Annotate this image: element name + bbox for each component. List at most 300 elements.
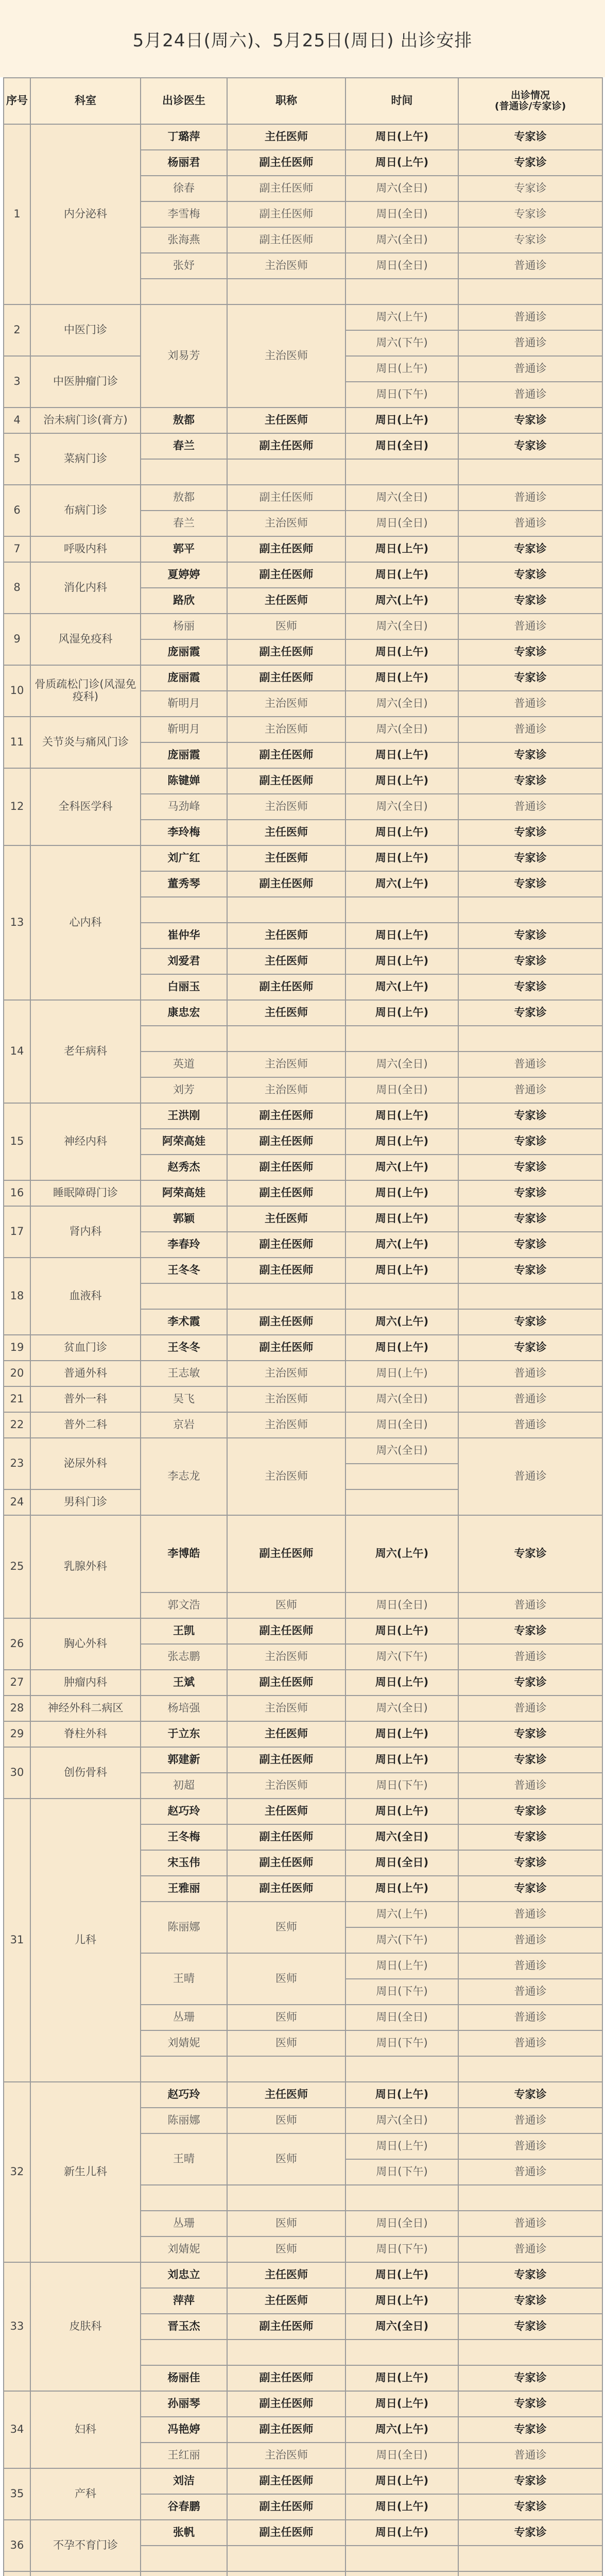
row-seq: 1 — [4, 124, 30, 304]
row-seq: 21 — [4, 1386, 30, 1412]
table-row — [4, 2391, 602, 2417]
row-rank: 副主任医师 — [227, 1670, 345, 1696]
row-type: 专家诊 — [458, 408, 602, 433]
row-rank — [227, 897, 345, 923]
row-time: 周日(上午) — [345, 1335, 458, 1361]
row-doctor: 张妤 — [141, 253, 227, 279]
row-doctor: 靳明月 — [141, 717, 227, 742]
row-doctor: 陈丽娜 — [141, 2108, 227, 2133]
row-time: 周日(全日) — [345, 253, 458, 279]
row-type: 普通诊 — [458, 2443, 602, 2468]
row-rank: 副主任医师 — [227, 1747, 345, 1773]
row-doctor: 王晴 — [141, 1953, 227, 2005]
row-time: 周日(下午) — [345, 382, 458, 408]
row-type: 普通诊 — [458, 1902, 602, 1927]
row-type: 专家诊 — [458, 1335, 602, 1361]
row-type: 专家诊 — [458, 124, 602, 150]
row-doctor: 庞丽霞 — [141, 665, 227, 691]
row-seq: 27 — [4, 1670, 30, 1696]
row-rank: 副主任医师 — [227, 1180, 345, 1206]
row-type: 专家诊 — [458, 1309, 602, 1335]
row-doctor: 李博皓 — [141, 1515, 227, 1592]
row-seq: 3 — [4, 356, 30, 408]
row-dept: 内分泌科 — [30, 124, 141, 304]
row-rank: 主任医师 — [227, 408, 345, 433]
row-rank: 主任医师 — [227, 1799, 345, 1824]
row-rank: 副主任医师 — [227, 1155, 345, 1180]
row-doctor: 春兰 — [141, 433, 227, 459]
row-time — [345, 2185, 458, 2211]
row-rank: 主任医师 — [227, 948, 345, 974]
row-rank: 医师 — [227, 1953, 345, 2005]
row-time: 周日(上午) — [345, 2468, 458, 2494]
row-time: 周日(上午) — [345, 1618, 458, 1644]
row-time: 周日(上午) — [345, 665, 458, 691]
row-rank: 副主任医师 — [227, 1876, 345, 1902]
row-time: 周日(上午) — [345, 2133, 458, 2159]
row-dept: 神经外科二病区 — [30, 1696, 141, 1721]
row-type: 专家诊 — [458, 201, 602, 227]
table-row — [4, 1000, 602, 1026]
row-time: 周日(上午) — [345, 356, 458, 382]
table-wrap — [3, 77, 602, 2576]
row-type: 普通诊 — [458, 485, 602, 511]
row-seq: 9 — [4, 614, 30, 665]
row-time: 周六(上午) — [345, 1155, 458, 1180]
table-row — [4, 2571, 602, 2576]
header-rank: 职称 — [227, 78, 345, 124]
row-dept: 血液科 — [30, 1258, 141, 1335]
row-time — [345, 279, 458, 304]
row-rank: 副主任医师 — [227, 1850, 345, 1876]
row-time: 周日(上午) — [345, 1876, 458, 1902]
row-dept: 普外一科 — [30, 1386, 141, 1412]
row-type: 专家诊 — [458, 2520, 602, 2546]
row-type: 专家诊 — [458, 1670, 602, 1696]
row-doctor: 王凯 — [141, 1618, 227, 1644]
row-time: 周日(上午) — [345, 1129, 458, 1155]
schedule-table — [3, 77, 603, 2576]
row-seq: 25 — [4, 1515, 30, 1618]
row-type: 普通诊 — [458, 2108, 602, 2133]
row-rank: 医师 — [227, 2211, 345, 2236]
row-time: 周日(上午) — [345, 1747, 458, 1773]
row-time: 周日(上午) — [345, 923, 458, 948]
row-rank: 主任医师 — [227, 588, 345, 614]
row-doctor — [141, 279, 227, 304]
row-type: 专家诊 — [458, 639, 602, 665]
row-type: 专家诊 — [458, 227, 602, 253]
row-doctor: 夏婷婷 — [141, 562, 227, 588]
row-doctor: 刘忠立 — [141, 2262, 227, 2288]
row-time — [345, 2056, 458, 2082]
row-time: 周六(上午) — [345, 588, 458, 614]
row-seq: 24 — [4, 1489, 30, 1515]
row-dept: 儿科 — [30, 1799, 141, 2082]
row-rank: 主任医师 — [227, 820, 345, 845]
row-doctor: 阿荣高娃 — [141, 1180, 227, 1206]
row-time: 周日(上午) — [345, 1258, 458, 1283]
row-type: 普通诊 — [458, 1361, 602, 1386]
row-rank: 副主任医师 — [227, 2365, 345, 2391]
row-doctor: 张海燕 — [141, 227, 227, 253]
row-time: 周日(下午) — [345, 2030, 458, 2056]
row-doctor: 李志龙 — [141, 1438, 227, 1515]
table-row — [4, 1206, 602, 1232]
row-doctor: 王冬梅 — [141, 1824, 227, 1850]
row-dept: 中医肿瘤门诊 — [30, 356, 141, 408]
row-type: 普通诊 — [458, 2211, 602, 2236]
row-doctor: 杨丽佳 — [141, 2365, 227, 2391]
row-type — [458, 459, 602, 485]
row-rank — [227, 279, 345, 304]
row-rank — [227, 2056, 345, 2082]
table-row — [4, 2082, 602, 2108]
row-rank: 主任医师 — [227, 1721, 345, 1747]
row-doctor: 阿荣高娃 — [141, 1129, 227, 1155]
row-type — [458, 2571, 602, 2576]
row-doctor: 吴飞 — [141, 1386, 227, 1412]
row-dept: 不孕不育门诊 — [30, 2520, 141, 2571]
row-doctor: 敖都 — [141, 408, 227, 433]
table-row — [4, 304, 602, 330]
row-doctor: 冯艳婷 — [141, 2417, 227, 2443]
row-time: 周日(下午) — [345, 2236, 458, 2262]
row-type: 专家诊 — [458, 1103, 602, 1129]
table-row — [4, 433, 602, 459]
row-time: 周日(上午) — [345, 948, 458, 974]
row-time: 周六(上午) — [345, 1309, 458, 1335]
row-type: 普通诊 — [458, 1438, 602, 1515]
row-rank: 主任医师 — [227, 1000, 345, 1026]
page-title: 5月24日(周六)、5月25日(周日) 出诊安排 — [132, 30, 473, 51]
row-doctor — [141, 2185, 227, 2211]
row-type: 普通诊 — [458, 691, 602, 717]
row-rank: 副主任医师 — [227, 1335, 345, 1361]
row-type — [458, 2340, 602, 2365]
row-time: 周日(上午) — [345, 1206, 458, 1232]
row-rank: 副主任医师 — [227, 639, 345, 665]
row-doctor: 王晴 — [141, 2133, 227, 2185]
row-seq: 23 — [4, 1438, 30, 1489]
row-rank: 主治医师 — [227, 1773, 345, 1799]
row-type: 普通诊 — [458, 1412, 602, 1438]
row-time: 周日(上午) — [345, 2391, 458, 2417]
row-dept: 布病门诊 — [30, 485, 141, 536]
row-seq: 35 — [4, 2468, 30, 2520]
row-type: 专家诊 — [458, 1850, 602, 1876]
row-seq: 6 — [4, 485, 30, 536]
row-seq: 33 — [4, 2262, 30, 2391]
row-rank — [227, 2546, 345, 2571]
row-type: 普通诊 — [458, 2030, 602, 2056]
row-rank: 主治医师 — [227, 691, 345, 717]
row-type: 专家诊 — [458, 1206, 602, 1232]
row-time: 周日(全日) — [345, 433, 458, 459]
row-seq: 34 — [4, 2391, 30, 2468]
row-rank: 主任医师 — [227, 1206, 345, 1232]
row-type: 专家诊 — [458, 2082, 602, 2108]
table-row — [4, 1747, 602, 1773]
row-type: 专家诊 — [458, 1618, 602, 1644]
row-time: 周六(上午) — [345, 1902, 458, 1927]
row-rank: 副主任医师 — [227, 2391, 345, 2417]
row-rank: 主治医师 — [227, 1077, 345, 1103]
row-rank: 主治医师 — [227, 717, 345, 742]
row-seq: 2 — [4, 304, 30, 356]
row-seq: 32 — [4, 2082, 30, 2262]
row-doctor: 董秀琴 — [141, 871, 227, 897]
row-doctor: 刘婧妮 — [141, 2030, 227, 2056]
row-rank: 副主任医师 — [227, 2417, 345, 2443]
row-rank: 主任医师 — [227, 2262, 345, 2288]
table-row — [4, 1515, 602, 1541]
row-dept: 中医门诊 — [30, 304, 141, 356]
row-doctor: 王红丽 — [141, 2443, 227, 2468]
header-time: 时间 — [345, 78, 458, 124]
row-time: 周日(上午) — [345, 820, 458, 845]
row-type: 专家诊 — [458, 1747, 602, 1773]
row-doctor — [141, 1283, 227, 1309]
row-seq: 20 — [4, 1361, 30, 1386]
row-doctor: 王洪刚 — [141, 1103, 227, 1129]
row-time: 周六(上午) — [345, 304, 458, 330]
row-time: 周日(上午) — [345, 1670, 458, 1696]
row-type: 普通诊 — [458, 1773, 602, 1799]
row-doctor: 路欣 — [141, 588, 227, 614]
row-rank — [227, 1283, 345, 1309]
row-doctor: 庞丽霞 — [141, 639, 227, 665]
row-type: 普通诊 — [458, 2005, 602, 2030]
row-doctor — [141, 2340, 227, 2365]
row-type: 专家诊 — [458, 1232, 602, 1258]
row-time: 周六(全日) — [345, 2108, 458, 2133]
row-doctor: 刘婧妮 — [141, 2236, 227, 2262]
row-seq: 13 — [4, 845, 30, 1000]
row-time: 周日(上午) — [345, 2262, 458, 2288]
row-type: 专家诊 — [458, 1155, 602, 1180]
row-type: 专家诊 — [458, 1721, 602, 1747]
header-band — [0, 0, 605, 77]
table-row — [4, 1335, 602, 1361]
row-type: 专家诊 — [458, 2288, 602, 2314]
table-row — [4, 485, 602, 511]
row-seq: 17 — [4, 1206, 30, 1258]
row-dept: 肾内科 — [30, 1206, 141, 1258]
row-rank: 主治医师 — [227, 1386, 345, 1412]
row-type: 普通诊 — [458, 356, 602, 382]
table-row — [4, 1696, 602, 1721]
row-type: 专家诊 — [458, 2468, 602, 2494]
row-doctor: 王志敏 — [141, 1361, 227, 1386]
row-time: 周六(上午) — [345, 2417, 458, 2443]
row-dept: 关节炎与痛风门诊 — [30, 717, 141, 768]
table-row — [4, 2468, 602, 2494]
row-time: 周日(下午) — [345, 1773, 458, 1799]
table-row — [4, 1180, 602, 1206]
row-rank: 医师 — [227, 1592, 345, 1618]
row-time: 周日(全日) — [345, 2211, 458, 2236]
row-type: 专家诊 — [458, 1799, 602, 1824]
row-time: 周日(全日) — [345, 1850, 458, 1876]
row-rank — [227, 459, 345, 485]
row-time: 周六(全日) — [345, 794, 458, 820]
row-dept: 妇科 — [30, 2391, 141, 2468]
header-seq: 序号 — [4, 78, 30, 124]
row-rank: 医师 — [227, 614, 345, 639]
row-doctor — [141, 2546, 227, 2571]
row-time: 周日(下午) — [345, 1979, 458, 2005]
row-doctor: 于立东 — [141, 1721, 227, 1747]
table-row — [4, 1670, 602, 1696]
row-rank: 主治医师 — [227, 511, 345, 536]
row-time: 周日(全日) — [345, 1077, 458, 1103]
row-time: 周日(上午) — [345, 1000, 458, 1026]
row-type: 专家诊 — [458, 820, 602, 845]
row-type: 普通诊 — [458, 253, 602, 279]
row-seq: 26 — [4, 1618, 30, 1670]
row-doctor — [141, 2056, 227, 2082]
row-rank: 主治医师 — [227, 1644, 345, 1670]
row-doctor — [141, 2571, 227, 2576]
header-doctor: 出诊医生 — [141, 78, 227, 124]
table-row — [4, 408, 602, 433]
row-rank: 副主任医师 — [227, 1618, 345, 1644]
table-row — [4, 124, 602, 150]
row-dept: 心内科 — [30, 845, 141, 1000]
row-doctor: 萍萍 — [141, 2288, 227, 2314]
row-rank: 主治医师 — [227, 2443, 345, 2468]
row-time: 周六(全日) — [345, 691, 458, 717]
row-rank: 主任医师 — [227, 2288, 345, 2314]
row-type: 普通诊 — [458, 1979, 602, 2005]
row-time: 周日(上午) — [345, 1103, 458, 1129]
table-row — [4, 2520, 602, 2546]
row-type: 普通诊 — [458, 2159, 602, 2185]
row-rank: 主任医师 — [227, 124, 345, 150]
table-row — [4, 562, 602, 588]
row-doctor: 李术霞 — [141, 1309, 227, 1335]
row-doctor: 康忠宏 — [141, 1000, 227, 1026]
row-doctor: 白丽玉 — [141, 974, 227, 1000]
table-row — [4, 1258, 602, 1283]
row-time: 周六(上午) — [345, 1232, 458, 1258]
row-time: 周日(上午) — [345, 1953, 458, 1979]
row-rank: 主任医师 — [227, 2082, 345, 2108]
table-row — [4, 1721, 602, 1747]
row-time: 周六(全日) — [345, 1824, 458, 1850]
row-seq: 4 — [4, 408, 30, 433]
row-time: 周日(上午) — [345, 1799, 458, 1824]
row-time: 周日(上午) — [345, 408, 458, 433]
row-doctor: 敖都 — [141, 485, 227, 511]
row-rank: 副主任医师 — [227, 974, 345, 1000]
row-doctor: 刘易芳 — [141, 304, 227, 408]
row-time: 周六(全日) — [345, 176, 458, 201]
row-doctor: 王斌 — [141, 1670, 227, 1696]
row-time: 周六(上午) — [345, 974, 458, 1000]
table-row — [4, 1386, 602, 1412]
row-type — [458, 279, 602, 304]
row-seq: 8 — [4, 562, 30, 614]
row-rank: 副主任医师 — [227, 150, 345, 176]
table-row — [4, 768, 602, 794]
row-rank — [227, 2571, 345, 2576]
row-time: 周六(上午) — [345, 1515, 458, 1592]
row-type: 普通诊 — [458, 1052, 602, 1077]
row-rank: 医师 — [227, 2108, 345, 2133]
row-dept: 老年病科 — [30, 1000, 141, 1103]
row-type — [458, 2185, 602, 2211]
row-rank: 副主任医师 — [227, 1824, 345, 1850]
row-time: 周日(全日) — [345, 2443, 458, 2468]
row-doctor: 赵巧玲 — [141, 2082, 227, 2108]
row-type: 专家诊 — [458, 1824, 602, 1850]
row-time — [345, 1283, 458, 1309]
row-doctor: 丁璐萍 — [141, 124, 227, 150]
row-rank: 副主任医师 — [227, 742, 345, 768]
table-row — [4, 2262, 602, 2288]
row-seq: 31 — [4, 1799, 30, 2082]
row-doctor: 李春玲 — [141, 1232, 227, 1258]
row-rank: 副主任医师 — [227, 1515, 345, 1592]
row-rank: 主治医师 — [227, 794, 345, 820]
row-seq: 28 — [4, 1696, 30, 1721]
row-rank — [227, 2185, 345, 2211]
row-doctor: 杨丽君 — [141, 150, 227, 176]
row-doctor: 谷春鹏 — [141, 2494, 227, 2520]
row-type: 普通诊 — [458, 511, 602, 536]
row-time: 周日(上午) — [345, 2082, 458, 2108]
row-type: 普通诊 — [458, 382, 602, 408]
row-seq — [4, 2571, 30, 2576]
table-row — [4, 614, 602, 639]
row-rank: 副主任医师 — [227, 1232, 345, 1258]
row-doctor: 赵秀杰 — [141, 1155, 227, 1180]
row-time: 周日(全日) — [345, 2005, 458, 2030]
row-rank: 主治医师 — [227, 1438, 345, 1515]
row-time: 周日(上午) — [345, 2365, 458, 2391]
row-rank: 医师 — [227, 2005, 345, 2030]
table-row — [4, 536, 602, 562]
row-doctor: 赵巧玲 — [141, 1799, 227, 1824]
row-doctor: 刘洁 — [141, 2468, 227, 2494]
row-time: 周六(下午) — [345, 330, 458, 356]
row-time: 周日(上午) — [345, 2288, 458, 2314]
row-time: 周日(上午) — [345, 536, 458, 562]
row-type: 普通诊 — [458, 1386, 602, 1412]
row-dept: 普外二科 — [30, 1412, 141, 1438]
row-doctor: 京岩 — [141, 1412, 227, 1438]
header-type-sub: (普通诊/专家诊) — [494, 100, 566, 112]
row-type — [458, 2056, 602, 2082]
table-row — [4, 1618, 602, 1644]
header-type — [458, 78, 602, 124]
header-type-main: 出诊情况 — [510, 89, 550, 101]
row-rank: 主治医师 — [227, 1696, 345, 1721]
row-type: 专家诊 — [458, 2417, 602, 2443]
row-type: 专家诊 — [458, 1258, 602, 1283]
row-rank: 副主任医师 — [227, 665, 345, 691]
row-rank: 副主任医师 — [227, 871, 345, 897]
row-rank: 副主任医师 — [227, 1103, 345, 1129]
row-time: 周日(上午) — [345, 1721, 458, 1747]
row-rank: 副主任医师 — [227, 176, 345, 201]
row-doctor: 靳明月 — [141, 691, 227, 717]
row-rank — [227, 1026, 345, 1052]
row-doctor: 王冬冬 — [141, 1335, 227, 1361]
row-rank: 主任医师 — [227, 923, 345, 948]
